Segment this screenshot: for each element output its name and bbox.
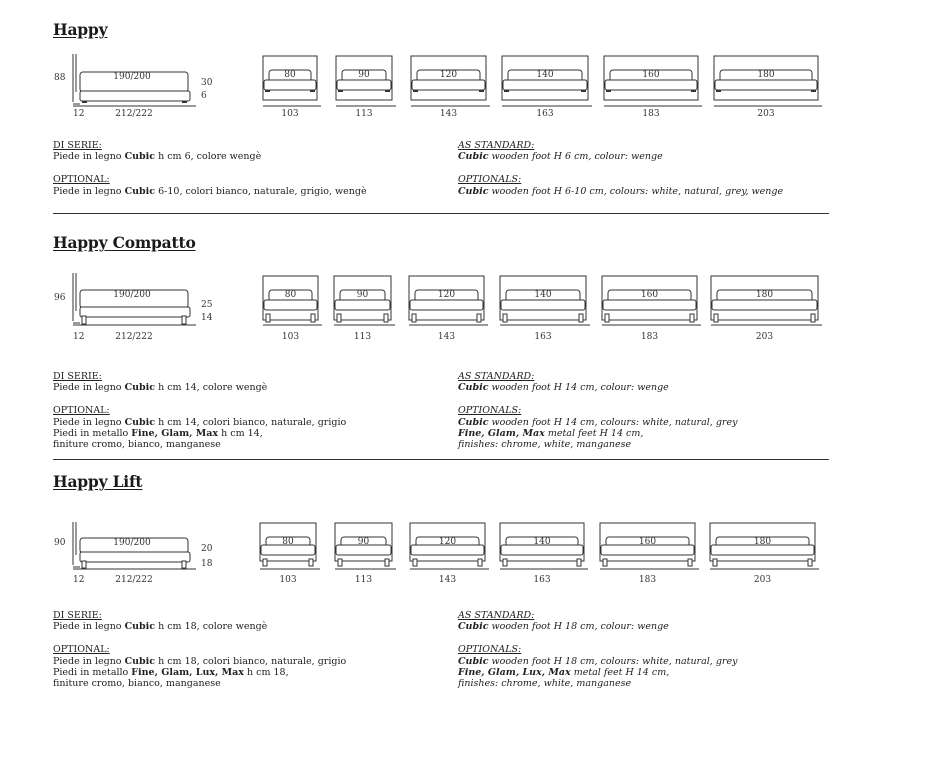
- spec-text: Piede in legno: [53, 185, 125, 197]
- spec-text: h cm 6, colore wengè: [155, 151, 262, 163]
- bed-leg: [82, 561, 86, 568]
- spec-english: [458, 140, 783, 197]
- bed-frame-outline: [335, 300, 390, 310]
- spec-text: wooden foot H 6-10 cm, colours: white, natural, grey, wenge: [488, 185, 784, 197]
- bed-leg: [808, 559, 812, 566]
- height-label: 88: [54, 73, 66, 83]
- bed-leg: [605, 314, 609, 322]
- bed-frame-outline: [712, 300, 817, 310]
- optional-text: [458, 428, 737, 439]
- model-name: Cubic: [124, 382, 156, 394]
- height-label: 96: [54, 293, 66, 303]
- spec-text: wooden foot H 18 cm, colour: wenge: [488, 621, 669, 633]
- bed-leg: [338, 90, 343, 92]
- model-name: Cubic: [124, 416, 156, 428]
- spec-text: finiture cromo, bianco, manganese: [53, 678, 221, 690]
- optional-text: [458, 186, 783, 197]
- optional-text: [53, 656, 346, 667]
- bed-leg: [811, 90, 816, 92]
- spec-text: Piede in legno: [53, 416, 125, 428]
- bed-frame-outline: [501, 300, 585, 310]
- bed-frame-outline: [80, 552, 190, 562]
- standard-text: [458, 621, 737, 632]
- bed-frame-outline: [80, 91, 190, 101]
- outer-width-label: 103: [281, 332, 300, 342]
- section-title: Happy Compatto: [53, 233, 196, 252]
- length-label: 212/222: [115, 109, 153, 119]
- inner-width-label: 180: [755, 290, 774, 300]
- inner-width-label: 180: [757, 70, 775, 80]
- foot-label: 12: [73, 575, 85, 585]
- outer-width-label: 143: [439, 109, 458, 119]
- bed-frame-outline: [412, 80, 485, 90]
- bed-leg: [581, 90, 586, 92]
- bed-leg: [688, 559, 692, 566]
- spec-text: h cm 14, colori bianco, naturale, grigio: [155, 416, 347, 428]
- height-label: 6: [201, 91, 207, 101]
- bed-leg: [713, 559, 717, 566]
- bed-diagrams: [0, 515, 925, 605]
- optional-heading: OPTIONALS:: [458, 644, 522, 656]
- standard-heading: AS STANDARD:: [458, 610, 535, 621]
- foot-label: 12: [73, 109, 85, 119]
- bed-leg: [504, 90, 509, 92]
- bed-leg: [337, 314, 341, 322]
- bed-leg: [384, 314, 388, 322]
- optional-text: [458, 656, 737, 667]
- inner-width-label: 90: [357, 537, 370, 547]
- outer-width-label: 203: [755, 332, 774, 342]
- section-divider: [53, 213, 829, 214]
- bed-leg: [811, 314, 815, 322]
- optional-heading: OPTIONAL:: [53, 644, 110, 656]
- bed-frame-outline: [715, 80, 817, 90]
- inner-width-label: 160: [642, 70, 660, 80]
- spec-text: h cm 18,: [243, 666, 289, 678]
- optional-text: [53, 439, 346, 450]
- bed-frame-outline: [603, 300, 696, 310]
- spec-text: h cm 14, colore wengè: [155, 382, 268, 394]
- inner-width-label: 180: [753, 537, 772, 547]
- spec-italian: [53, 371, 346, 450]
- height-label: 14: [201, 313, 213, 323]
- model-name: Cubic: [458, 151, 489, 163]
- bed-leg: [263, 559, 267, 566]
- bed-leg: [265, 90, 270, 92]
- spec-english: [458, 610, 737, 689]
- spec-text: finishes: chrome, white, manganese: [458, 439, 632, 451]
- optional-text: [458, 439, 737, 450]
- inner-width-label: 80: [282, 537, 294, 547]
- bed-frame-outline: [337, 80, 391, 90]
- spec-text: finiture cromo, bianco, manganese: [53, 439, 221, 451]
- bed-leg: [309, 559, 313, 566]
- spec-english: [458, 371, 737, 450]
- bed-leg: [479, 90, 484, 92]
- standard-text: [53, 621, 346, 632]
- bed-leg: [714, 314, 718, 322]
- optional-text: [53, 678, 346, 689]
- outer-width-label: 203: [753, 575, 772, 585]
- inner-width-label: 90: [358, 70, 370, 80]
- spec-text: wooden foot H 14 cm, colour: wenge: [488, 382, 669, 394]
- inner-width-label: 160: [638, 537, 657, 547]
- optional-text: [458, 667, 737, 678]
- model-name: Cubic: [458, 655, 489, 667]
- standard-text: [458, 382, 737, 393]
- section-title: Happy: [53, 20, 108, 39]
- spec-text: h cm 18, colori bianco, naturale, grigio: [155, 655, 347, 667]
- model-name: Cubic: [458, 185, 489, 197]
- model-name: Cubic: [124, 621, 156, 633]
- spec-text: finishes: chrome, white, manganese: [458, 678, 632, 690]
- bed-leg: [266, 314, 270, 322]
- bed-leg: [182, 561, 186, 568]
- bed-leg: [338, 559, 342, 566]
- model-name: Cubic: [458, 416, 489, 428]
- optional-heading: OPTIONAL:: [53, 174, 110, 186]
- standard-text: [53, 382, 346, 393]
- bed-leg: [385, 559, 389, 566]
- outer-width-label: 183: [640, 332, 659, 342]
- foot-label: 12: [73, 332, 85, 342]
- length-label: 212/222: [115, 332, 153, 342]
- optional-text: [458, 678, 737, 689]
- spec-text: Piede in legno: [53, 655, 125, 667]
- height-label: 30: [201, 78, 213, 88]
- standard-text: [53, 151, 367, 162]
- optional-heading: OPTIONALS:: [458, 405, 522, 417]
- bed-frame-outline: [264, 300, 317, 310]
- spec-text: h cm 18, colore wengè: [155, 621, 268, 633]
- standard-heading: DI SERIE:: [53, 371, 102, 382]
- bed-leg: [579, 314, 583, 322]
- height-label: 18: [201, 559, 213, 569]
- height-label: 25: [201, 300, 213, 310]
- standard-heading: AS STANDARD:: [458, 371, 535, 382]
- spec-text: Piedi in metallo: [53, 427, 132, 439]
- model-name: Cubic: [124, 151, 156, 163]
- size-label: 190/200: [113, 538, 151, 548]
- bed-frame-outline: [264, 80, 316, 90]
- size-label: 190/200: [113, 290, 151, 300]
- outer-width-label: 143: [437, 332, 456, 342]
- bed-frame-outline: [503, 80, 587, 90]
- optional-text: [53, 186, 367, 197]
- bed-leg: [577, 559, 581, 566]
- optional-text: [458, 417, 737, 428]
- inner-width-label: 120: [437, 290, 456, 300]
- spec-text: Piede in legno: [53, 621, 125, 633]
- optional-heading: OPTIONAL:: [53, 405, 110, 417]
- spec-text: Piedi in metallo: [53, 666, 132, 678]
- spec-text: Piede in legno: [53, 382, 125, 394]
- bed-leg: [412, 314, 416, 322]
- bed-leg: [310, 90, 315, 92]
- bed-leg: [603, 559, 607, 566]
- outer-width-label: 103: [279, 575, 297, 585]
- model-name: Fine, Glam, Max: [458, 427, 545, 439]
- outer-width-label: 103: [281, 109, 299, 119]
- model-name: Cubic: [124, 185, 156, 197]
- bed-leg: [503, 559, 507, 566]
- outer-width-label: 183: [638, 575, 657, 585]
- section-title: Happy Lift: [53, 472, 143, 491]
- inner-width-label: 140: [533, 537, 551, 547]
- optional-text: [53, 667, 346, 678]
- spec-text: wooden foot H 14 cm, colours: white, natural, grey: [488, 416, 738, 428]
- outer-width-label: 113: [354, 575, 373, 585]
- spec-text: wooden foot H 6 cm, colour: wenge: [488, 151, 663, 163]
- optional-text: [53, 417, 346, 428]
- optional-heading: OPTIONALS:: [458, 174, 522, 186]
- inner-width-label: 160: [640, 290, 659, 300]
- spec-text: Piede in legno: [53, 151, 125, 163]
- spec-italian: [53, 610, 346, 689]
- model-name: Fine, Glam, Lux, Max: [458, 666, 571, 678]
- bed-frame-outline: [80, 307, 190, 317]
- outer-width-label: 163: [536, 109, 554, 119]
- bed-leg: [716, 90, 721, 92]
- outer-width-label: 113: [353, 332, 372, 342]
- spec-text: metal feet H 14 cm,: [544, 427, 644, 439]
- length-label: 212/222: [115, 575, 153, 585]
- bed-leg: [477, 314, 481, 322]
- model-name: Cubic: [458, 382, 489, 394]
- spec-text: wooden foot H 18 cm, colours: white, natural, grey: [488, 655, 738, 667]
- size-label: 190/200: [113, 72, 151, 82]
- bed-diagrams: [0, 50, 925, 140]
- bed-leg: [385, 90, 390, 92]
- bed-leg: [82, 316, 86, 324]
- bed-leg: [691, 90, 696, 92]
- inner-width-label: 140: [536, 70, 554, 80]
- inner-width-label: 120: [438, 537, 457, 547]
- bed-leg: [82, 101, 87, 103]
- standard-heading: DI SERIE:: [53, 140, 102, 151]
- inner-width-label: 80: [284, 290, 297, 300]
- bed-frame-outline: [605, 80, 697, 90]
- outer-width-label: 163: [533, 575, 551, 585]
- inner-width-label: 90: [356, 290, 369, 300]
- bed-leg: [690, 314, 694, 322]
- model-name: Cubic: [458, 621, 489, 633]
- bed-diagrams: [0, 270, 925, 360]
- outer-width-label: 163: [534, 332, 552, 342]
- spec-text: 6-10, colori bianco, naturale, grigio, wengè: [155, 185, 367, 197]
- inner-width-label: 120: [439, 70, 458, 80]
- bed-leg: [413, 90, 418, 92]
- spec-italian: [53, 140, 367, 197]
- bed-frame-outline: [410, 300, 483, 310]
- optional-text: [53, 428, 346, 439]
- inner-width-label: 140: [534, 290, 552, 300]
- height-label: 90: [54, 538, 66, 548]
- bed-leg: [413, 559, 417, 566]
- bed-leg: [606, 90, 611, 92]
- model-name: Fine, Glam, Lux, Max: [131, 666, 244, 678]
- bed-leg: [311, 314, 315, 322]
- model-name: Cubic: [124, 655, 156, 667]
- bed-leg: [182, 101, 187, 103]
- section-divider: [53, 459, 829, 460]
- inner-width-label: 80: [284, 70, 296, 80]
- spec-text: metal feet H 14 cm,: [570, 666, 670, 678]
- bed-leg: [182, 316, 186, 324]
- model-name: Fine, Glam, Max: [131, 427, 219, 439]
- outer-width-label: 143: [438, 575, 457, 585]
- standard-heading: AS STANDARD:: [458, 140, 535, 151]
- outer-width-label: 113: [355, 109, 373, 119]
- outer-width-label: 183: [642, 109, 660, 119]
- outer-width-label: 203: [757, 109, 775, 119]
- height-label: 20: [201, 544, 213, 554]
- standard-heading: DI SERIE:: [53, 610, 102, 621]
- spec-text: h cm 14,: [218, 427, 263, 439]
- bed-leg: [503, 314, 507, 322]
- standard-text: [458, 151, 783, 162]
- bed-leg: [478, 559, 482, 566]
